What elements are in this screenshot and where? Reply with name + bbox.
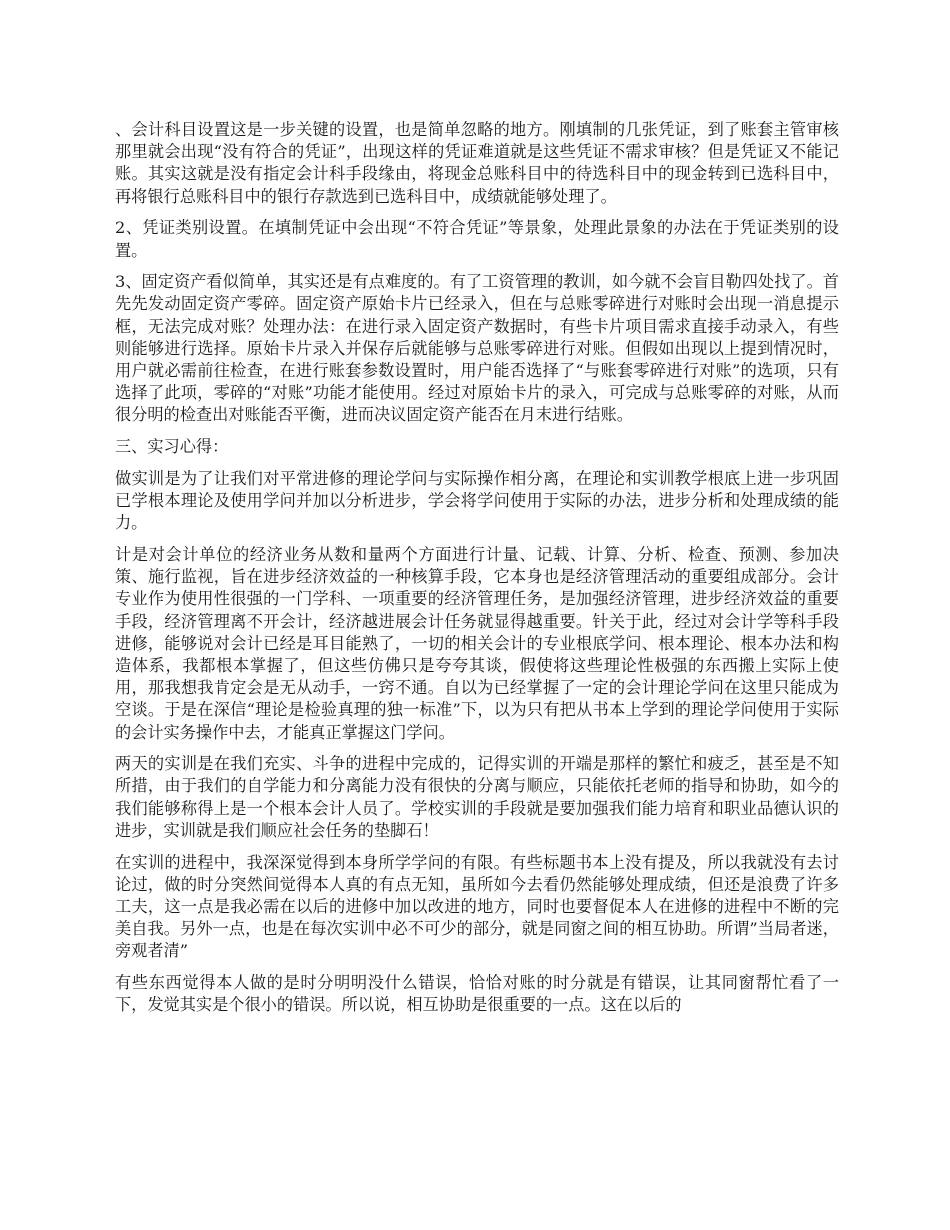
paragraph-mutual-help: 有些东西觉得本人做的是时分明明没什么错误，恰恰对账的时分就是有错误，让其同窗帮忙看了一下，发觉其实是个很小的错误。所以说，相互协助是很重要的一点。这在以后的 xyxy=(115,973,839,1015)
paragraph-accounting-definition: 计是对会计单位的经济业务从数和量两个方面进行计量、记载、计算、分析、检查、预测、参加决策、施行监视，旨在进步经济效益的一种核算手段，它本身也是经济管理活动的重要组成部分。会计专业作为使用性很强的一门学科、一项重要的经济管理任务，是加强经济管理，进步经济效益的重要手段，经济管理离不开会计，经济越进展会计任务就显得越重要。针关于此，经过对会计学等科手段进修，能够说对会计已经是耳目能熟了，一切的相关会计的专业根底学问、根本理论、根本办法和构造体系，我都根本掌握了，但这些仿佛只是夸夸其谈，假使将这些理论性极强的东西搬上实际上使用，那我想我肯定会是无从动手，一窍不通。自以为已经掌握了一定的会计理论学问在这里只能成为空谈。于是在深信“理论是检验真理的独一标准”下，以为只有把从书本上学到的理论学问使用于实际的会计实务操作中去，才能真正掌握这门学问。 xyxy=(115,544,839,742)
paragraph-two-day-training: 两天的实训是在我们充实、斗争的进程中完成的，记得实训的开端是那样的繁忙和疲乏，甚至是不知所措，由于我们的自学能力和分离能力没有很快的分离与顺应，只能依托老师的指导和协助，如今的我们能够称得上是一个根本会计人员了。学校实训的手段就是要加强我们能力培育和职业品德认识的进步，实训就是我们顺应社会任务的垫脚石！ xyxy=(115,754,839,840)
paragraph-account-subject-setup: 、会计科目设置这是一步关键的设置，也是简单忽略的地方。刚填制的几张凭证，到了账套主管审核那里就会出现“没有符合的凭证”，出现这样的凭证难道就是这些凭证不需求审核？但是凭证又不能记账。其实这就是没有指定会计科手段缘由，将现金总账科目中的待选科目中的现金转到已选科目中，再将银行总账科目中的银行存款选到已选科目中，成绩就能够处理了。 xyxy=(115,120,839,206)
paragraph-training-process: 在实训的进程中，我深深觉得到本身所学学问的有限。有些标题书本上没有提及，所以我就没有去讨论过，做的时分突然间觉得本人真的有点无知，虽所如今去看仍然能够处理成绩，但还是浪费了许多工夫，这一点是我必需在以后的进修中加以改进的地方，同时也要督促本人在进修的进程中不断的完美自我。另外一点，也是在每次实训中必不可少的部分，就是同窗之间的相互协助。所谓”当局者迷，旁观者清” xyxy=(115,852,839,961)
document-page xyxy=(115,119,839,1017)
paragraph-training-purpose: 做实训是为了让我们对平常进修的理论学问与实际操作相分离，在理论和实训教学根底上进一步巩固已学根本理论及使用学问并加以分析进步，学会将学问使用于实际的办法，进步分析和处理成绩的能力。 xyxy=(115,468,839,533)
paragraph-fixed-assets: 3、固定资产看似简单，其实还是有点难度的。有了工资管理的教训，如今就不会盲目勒四处找了。首先先发动固定资产零碎。固定资产原始卡片已经录入，但在与总账零碎进行对账时会出现一消息提示框，无法完成对账？处理办法：在进行录入固定资产数据时，有些卡片项目需求直接手动录入，有些则能够进行选择。原始卡片录入并保存后就能够与总账零碎进行对账。但假如出现以上提到情况时，用户就必需前往检查，在进行账套参数设置时，用户能否选择了“与账套零碎进行对账”的选项，只有选择了此项，零碎的“对账”功能才能使用。经过对原始卡片的录入，可完成与总账零碎的对账，从而很分明的检查出对账能否平衡，进而决议固定资产能否在月末进行结账。 xyxy=(115,272,839,425)
section-heading-internship-reflections: 三、实习心得： xyxy=(115,437,229,457)
paragraph-voucher-category-setup: 2、凭证类别设置。在填制凭证中会出现“不符合凭证”等景象，处理此景象的办法在于凭证类别的设置。 xyxy=(115,218,839,260)
